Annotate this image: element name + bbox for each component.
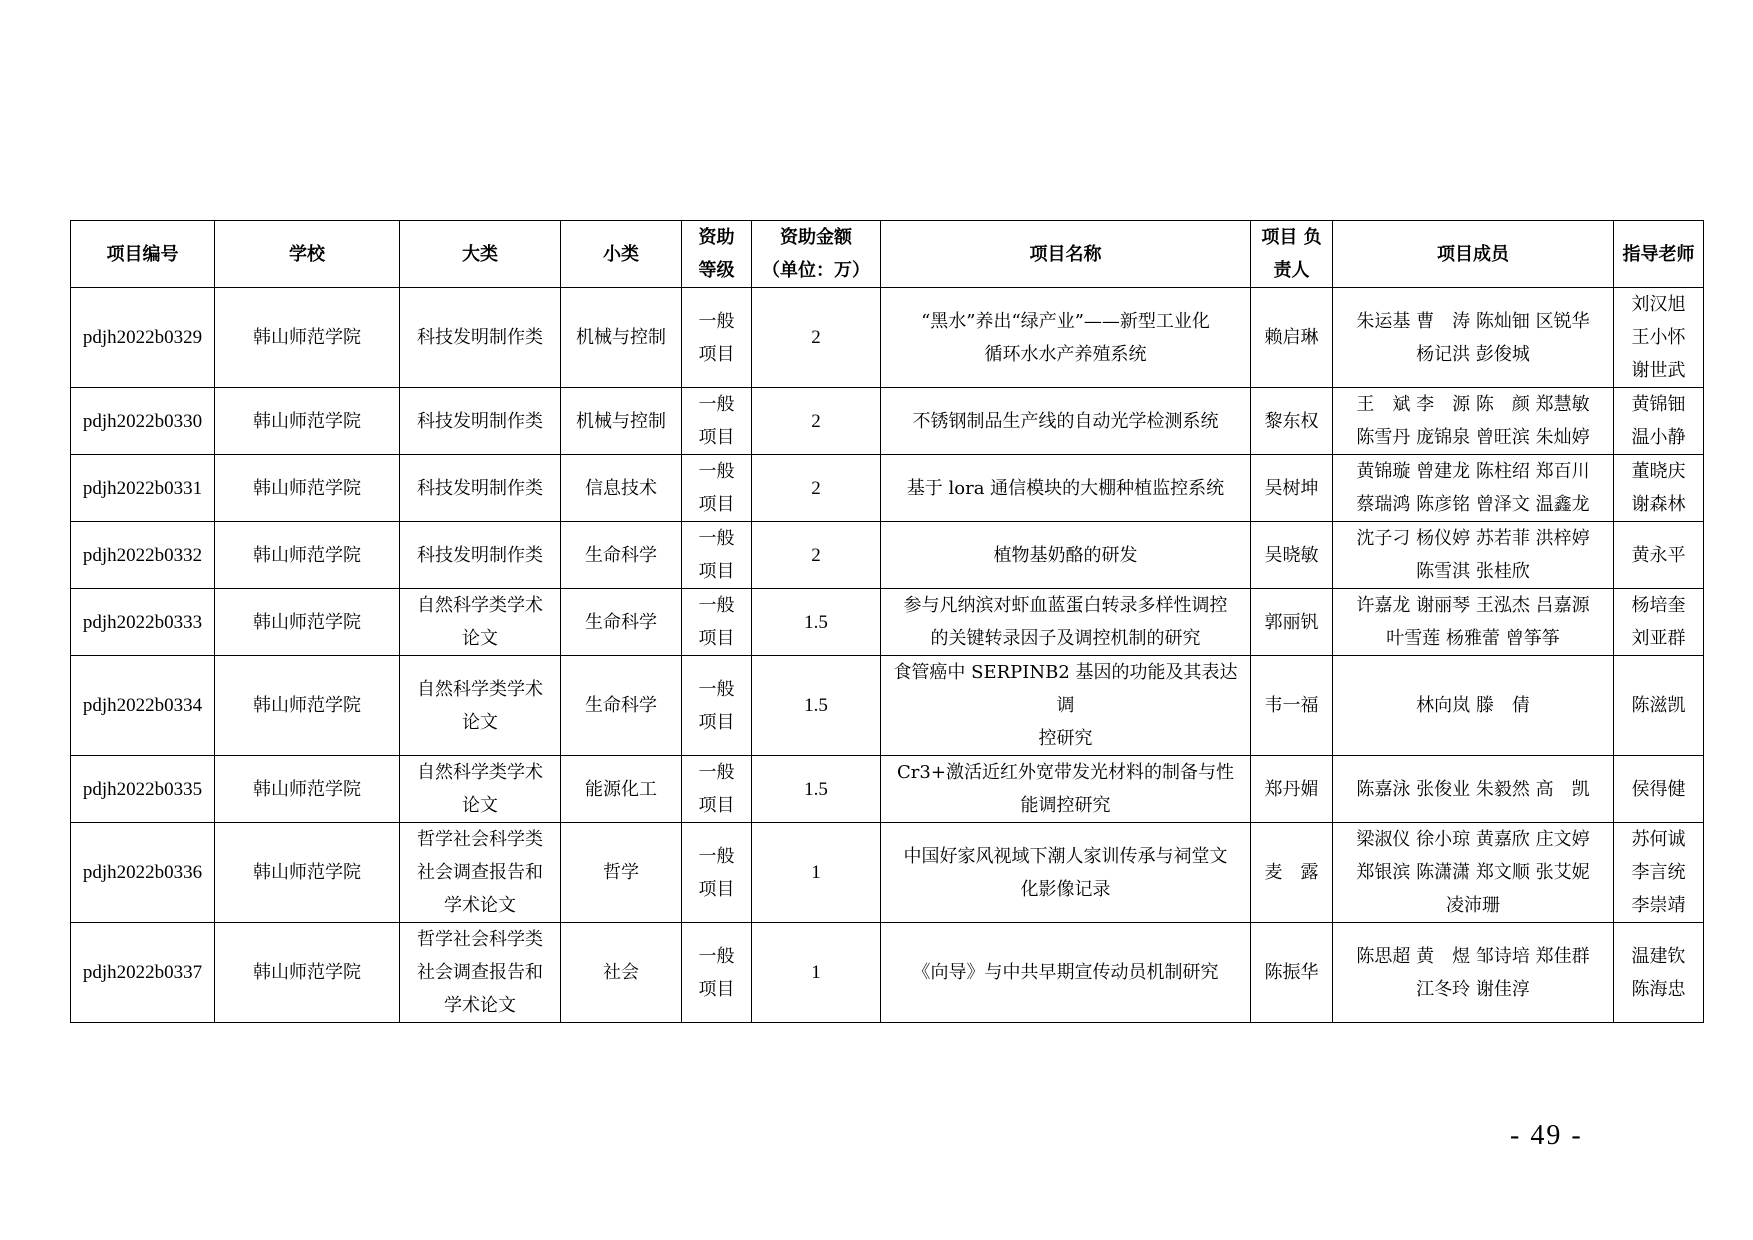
cell-level: 一般 项目 [682,756,752,823]
cell-major: 哲学社会科学类 社会调查报告和 学术论文 [400,923,561,1023]
cell-major: 科技发明制作类 [400,288,561,388]
cell-code: pdjh2022b0336 [71,823,215,923]
cell-leader: 陈振华 [1251,923,1333,1023]
cell-level: 一般 项目 [682,923,752,1023]
cell-advisor: 杨培奎 刘亚群 [1614,589,1704,656]
cell-leader: 吴晓敏 [1251,522,1333,589]
cell-amount: 1 [752,923,881,1023]
cell-minor: 机械与控制 [561,288,682,388]
cell-code: pdjh2022b0333 [71,589,215,656]
cell-advisor: 董晓庆 谢森林 [1614,455,1704,522]
cell-leader: 麦 露 [1251,823,1333,923]
cell-level: 一般 项目 [682,589,752,656]
table-row [71,455,1704,522]
cell-advisor: 陈滋凯 [1614,656,1704,756]
table-row [71,589,1704,656]
cell-amount: 1.5 [752,589,881,656]
cell-amount: 1.5 [752,656,881,756]
cell-school: 韩山师范学院 [215,756,400,823]
cell-advisor: 黄锦钿 温小静 [1614,388,1704,455]
cell-school: 韩山师范学院 [215,823,400,923]
cell-leader: 郑丹媚 [1251,756,1333,823]
cell-advisor: 温建钦 陈海忠 [1614,923,1704,1023]
cell-project-name: 不锈钢制品生产线的自动光学检测系统 [881,388,1251,455]
cell-minor: 信息技术 [561,455,682,522]
cell-members: 林向岚 滕 倩 [1333,656,1614,756]
header-code: 项目编号 [71,221,215,288]
table-row [71,823,1704,923]
cell-amount: 2 [752,455,881,522]
cell-leader: 吴树坤 [1251,455,1333,522]
cell-project-name: Cr3+激活近红外宽带发光材料的制备与性 能调控研究 [881,756,1251,823]
header-minor-category: 小类 [561,221,682,288]
cell-minor: 社会 [561,923,682,1023]
cell-minor: 机械与控制 [561,388,682,455]
cell-code: pdjh2022b0329 [71,288,215,388]
cell-amount: 1 [752,823,881,923]
table-header-row [71,221,1704,288]
cell-minor: 生命科学 [561,522,682,589]
cell-leader: 韦一福 [1251,656,1333,756]
cell-advisor: 苏何诚 李言统 李崇靖 [1614,823,1704,923]
cell-major: 科技发明制作类 [400,388,561,455]
cell-project-name: 食管癌中 SERPINB2 基因的功能及其表达调 控研究 [881,656,1251,756]
cell-project-name: 参与凡纳滨对虾血蓝蛋白转录多样性调控 的关键转录因子及调控机制的研究 [881,589,1251,656]
cell-major: 自然科学类学术 论文 [400,756,561,823]
cell-level: 一般 项目 [682,288,752,388]
projects-table [70,220,1704,1023]
cell-school: 韩山师范学院 [215,923,400,1023]
cell-code: pdjh2022b0330 [71,388,215,455]
cell-level: 一般 项目 [682,455,752,522]
cell-minor: 哲学 [561,823,682,923]
cell-amount: 1.5 [752,756,881,823]
cell-amount: 2 [752,522,881,589]
cell-minor: 能源化工 [561,756,682,823]
cell-code: pdjh2022b0331 [71,455,215,522]
header-funding-amount: 资助金额 （单位：万） [752,221,881,288]
cell-minor: 生命科学 [561,656,682,756]
header-project-name: 项目名称 [881,221,1251,288]
cell-code: pdjh2022b0337 [71,923,215,1023]
cell-school: 韩山师范学院 [215,522,400,589]
cell-code: pdjh2022b0335 [71,756,215,823]
cell-members: 沈子刁 杨仪婷 苏若菲 洪梓婷 陈雪淇 张桂欣 [1333,522,1614,589]
table-row [71,388,1704,455]
cell-major: 自然科学类学术 论文 [400,656,561,756]
cell-project-name: 植物基奶酪的研发 [881,522,1251,589]
cell-leader: 赖启琳 [1251,288,1333,388]
cell-level: 一般 项目 [682,656,752,756]
cell-major: 哲学社会科学类 社会调查报告和 学术论文 [400,823,561,923]
cell-advisor: 刘汉旭 王小怀 谢世武 [1614,288,1704,388]
header-major-category: 大类 [400,221,561,288]
page-number: - 49 - [1510,1120,1583,1151]
cell-members: 王 斌 李 源 陈 颜 郑慧敏 陈雪丹 庞锦泉 曾旺滨 朱灿婷 [1333,388,1614,455]
header-project-members: 项目成员 [1333,221,1614,288]
cell-advisor: 黄永平 [1614,522,1704,589]
cell-major: 科技发明制作类 [400,522,561,589]
cell-project-name: 中国好家风视域下潮人家训传承与祠堂文 化影像记录 [881,823,1251,923]
table-row [71,288,1704,388]
cell-leader: 黎东权 [1251,388,1333,455]
cell-amount: 2 [752,388,881,455]
cell-level: 一般 项目 [682,388,752,455]
cell-members: 许嘉龙 谢丽琴 王泓杰 吕嘉源 叶雪莲 杨雅蕾 曾筝筝 [1333,589,1614,656]
cell-minor: 生命科学 [561,589,682,656]
header-funding-level: 资助 等级 [682,221,752,288]
cell-amount: 2 [752,288,881,388]
cell-level: 一般 项目 [682,522,752,589]
cell-project-name: 《向导》与中共早期宣传动员机制研究 [881,923,1251,1023]
cell-members: 陈思超 黄 煜 邹诗培 郑佳群 江冬玲 谢佳淳 [1333,923,1614,1023]
table-row [71,522,1704,589]
cell-code: pdjh2022b0334 [71,656,215,756]
cell-school: 韩山师范学院 [215,455,400,522]
cell-members: 黄锦璇 曾建龙 陈柱绍 郑百川 蔡瑞鸿 陈彦铭 曾泽文 温鑫龙 [1333,455,1614,522]
table-row [71,923,1704,1023]
cell-school: 韩山师范学院 [215,656,400,756]
cell-advisor: 侯得健 [1614,756,1704,823]
cell-school: 韩山师范学院 [215,288,400,388]
cell-major: 自然科学类学术 论文 [400,589,561,656]
cell-code: pdjh2022b0332 [71,522,215,589]
cell-leader: 郭丽钒 [1251,589,1333,656]
cell-major: 科技发明制作类 [400,455,561,522]
table-row [71,656,1704,756]
cell-members: 朱运基 曹 涛 陈灿钿 区锐华 杨记洪 彭俊城 [1333,288,1614,388]
header-advisor: 指导老师 [1614,221,1704,288]
cell-level: 一般 项目 [682,823,752,923]
cell-project-name: “黑水”养出“绿产业”——新型工业化 循环水水产养殖系统 [881,288,1251,388]
header-project-leader: 项目 负责人 [1251,221,1333,288]
cell-school: 韩山师范学院 [215,589,400,656]
cell-members: 梁淑仪 徐小琼 黄嘉欣 庄文婷 郑银滨 陈潇潇 郑文顺 张艾妮 凌沛珊 [1333,823,1614,923]
cell-members: 陈嘉泳 张俊业 朱毅然 高 凯 [1333,756,1614,823]
cell-project-name: 基于 lora 通信模块的大棚种植监控系统 [881,455,1251,522]
table-row [71,756,1704,823]
cell-school: 韩山师范学院 [215,388,400,455]
header-school: 学校 [215,221,400,288]
